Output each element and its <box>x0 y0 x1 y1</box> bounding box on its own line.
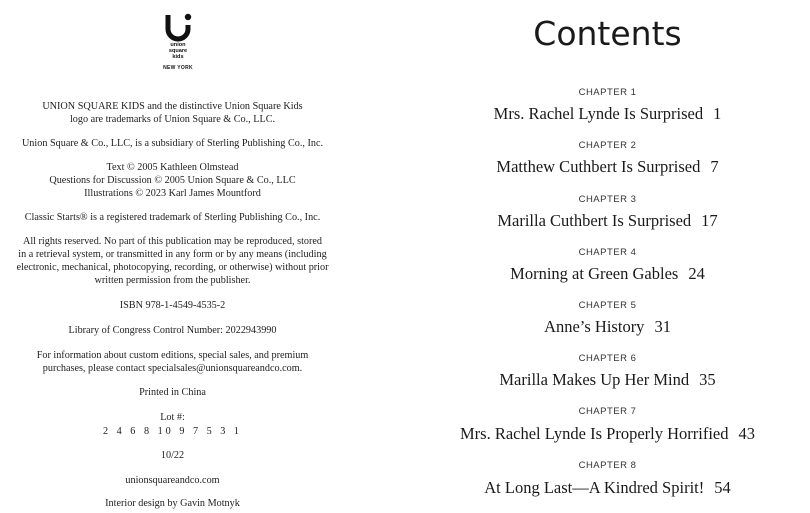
chapter-title: At Long Last—A Kindred Spirit! <box>484 478 705 497</box>
chapter-label: CHAPTER 5 <box>578 300 637 311</box>
chapter-title: Mrs. Rachel Lynde Is Properly Horrified <box>459 424 729 443</box>
chapter-page-number: 1 <box>713 104 722 123</box>
publisher-logo <box>148 12 208 71</box>
chapter-label: CHAPTER 6 <box>578 353 637 364</box>
chapter-label: CHAPTER 7 <box>578 406 637 417</box>
series-trademark-line: Classic Starts® is a registered trademark of Sterling Publishing Co., Inc. <box>24 212 321 223</box>
chapter-label: CHAPTER 2 <box>578 140 637 151</box>
special-sales-line: For information about custom editions, special sales, and premium <box>36 350 309 361</box>
lccn-line: Library of Congress Control Number: 2022943990 <box>68 325 277 336</box>
union-square-kids-logo-icon <box>163 12 193 42</box>
design-credit-line: Interior design by Gavin Motnyk <box>105 498 240 509</box>
chapter-label: CHAPTER 8 <box>578 460 637 471</box>
chapter-label: CHAPTER 3 <box>578 194 637 205</box>
subsidiary-line: Union Square & Co., LLC, is a subsidiary of Sterling Publishing Co., Inc. <box>21 138 324 149</box>
contents-title: Contents <box>533 14 682 53</box>
chapter-page-number: 24 <box>688 264 705 283</box>
logo-line: union <box>170 42 186 48</box>
chapter-entry[interactable] <box>405 157 810 177</box>
chapter-page-number: 43 <box>738 424 756 443</box>
copyright-line: Text © 2005 Kathleen Olmstead <box>106 162 239 173</box>
rights-line: in a retrieval system, or transmitted in any form or by any means (including <box>18 249 327 260</box>
chapter-entry[interactable] <box>405 370 810 390</box>
chapter-entry[interactable] <box>405 104 810 124</box>
chapter-entry[interactable] <box>405 478 810 498</box>
website-line: unionsquareandco.com <box>125 475 220 486</box>
logo-line: square <box>168 48 188 54</box>
print-line-numbers: 2 4 6 8 10 9 7 5 3 1 <box>103 426 242 437</box>
chapter-page-number: 31 <box>654 317 671 336</box>
chapter-page-number: 35 <box>699 370 716 389</box>
chapter-title: Marilla Cuthbert Is Surprised <box>497 211 692 230</box>
chapter-title: Matthew Cuthbert Is Surprised <box>496 157 701 176</box>
copyright-line: Illustrations © 2023 Karl James Mountford <box>84 188 261 199</box>
isbn-line: ISBN 978-1-4549-4535-2 <box>119 300 226 311</box>
chapter-entry[interactable] <box>405 317 810 337</box>
chapter-page-number: 54 <box>714 478 731 497</box>
chapter-title: Mrs. Rachel Lynde Is Surprised <box>493 104 704 123</box>
chapter-title: Marilla Makes Up Her Mind <box>499 370 690 389</box>
trademark-line: logo are trademarks of Union Square & Co., LLC. <box>69 114 276 125</box>
lot-label: Lot #: <box>160 412 185 423</box>
rights-line: All rights reserved. No part of this publication may be reproduced, stored <box>22 236 323 247</box>
chapter-entry[interactable] <box>405 211 810 231</box>
rights-line: electronic, mechanical, photocopying, recording, or otherwise) without prior <box>16 262 329 273</box>
chapter-label: CHAPTER 4 <box>578 247 637 258</box>
chapter-page-number: 17 <box>701 211 718 230</box>
rights-line: written permission from the publisher. <box>94 275 251 286</box>
printed-in-line: Printed in China <box>139 387 206 398</box>
chapter-title: Anne’s History <box>544 317 645 336</box>
special-sales-line: purchases, please contact specialsales@unionsquareandco.com. <box>42 363 303 374</box>
chapter-entry[interactable] <box>405 264 810 284</box>
chapter-label: CHAPTER 1 <box>578 87 637 98</box>
logo-location: NEW YORK <box>163 65 193 71</box>
chapter-title: Morning at Green Gables <box>510 264 679 283</box>
print-date-line: 10/22 <box>160 450 185 461</box>
trademark-line: UNION SQUARE KIDS and the distinctive Union Square Kids <box>42 101 303 112</box>
chapter-page-number: 7 <box>710 157 719 176</box>
copyright-line: Questions for Discussion © 2005 Union Square & Co., LLC <box>49 175 296 186</box>
logo-wordmark <box>148 42 208 60</box>
logo-line: kids <box>172 54 184 60</box>
chapter-entry[interactable] <box>405 424 810 444</box>
contents-page <box>405 0 810 513</box>
